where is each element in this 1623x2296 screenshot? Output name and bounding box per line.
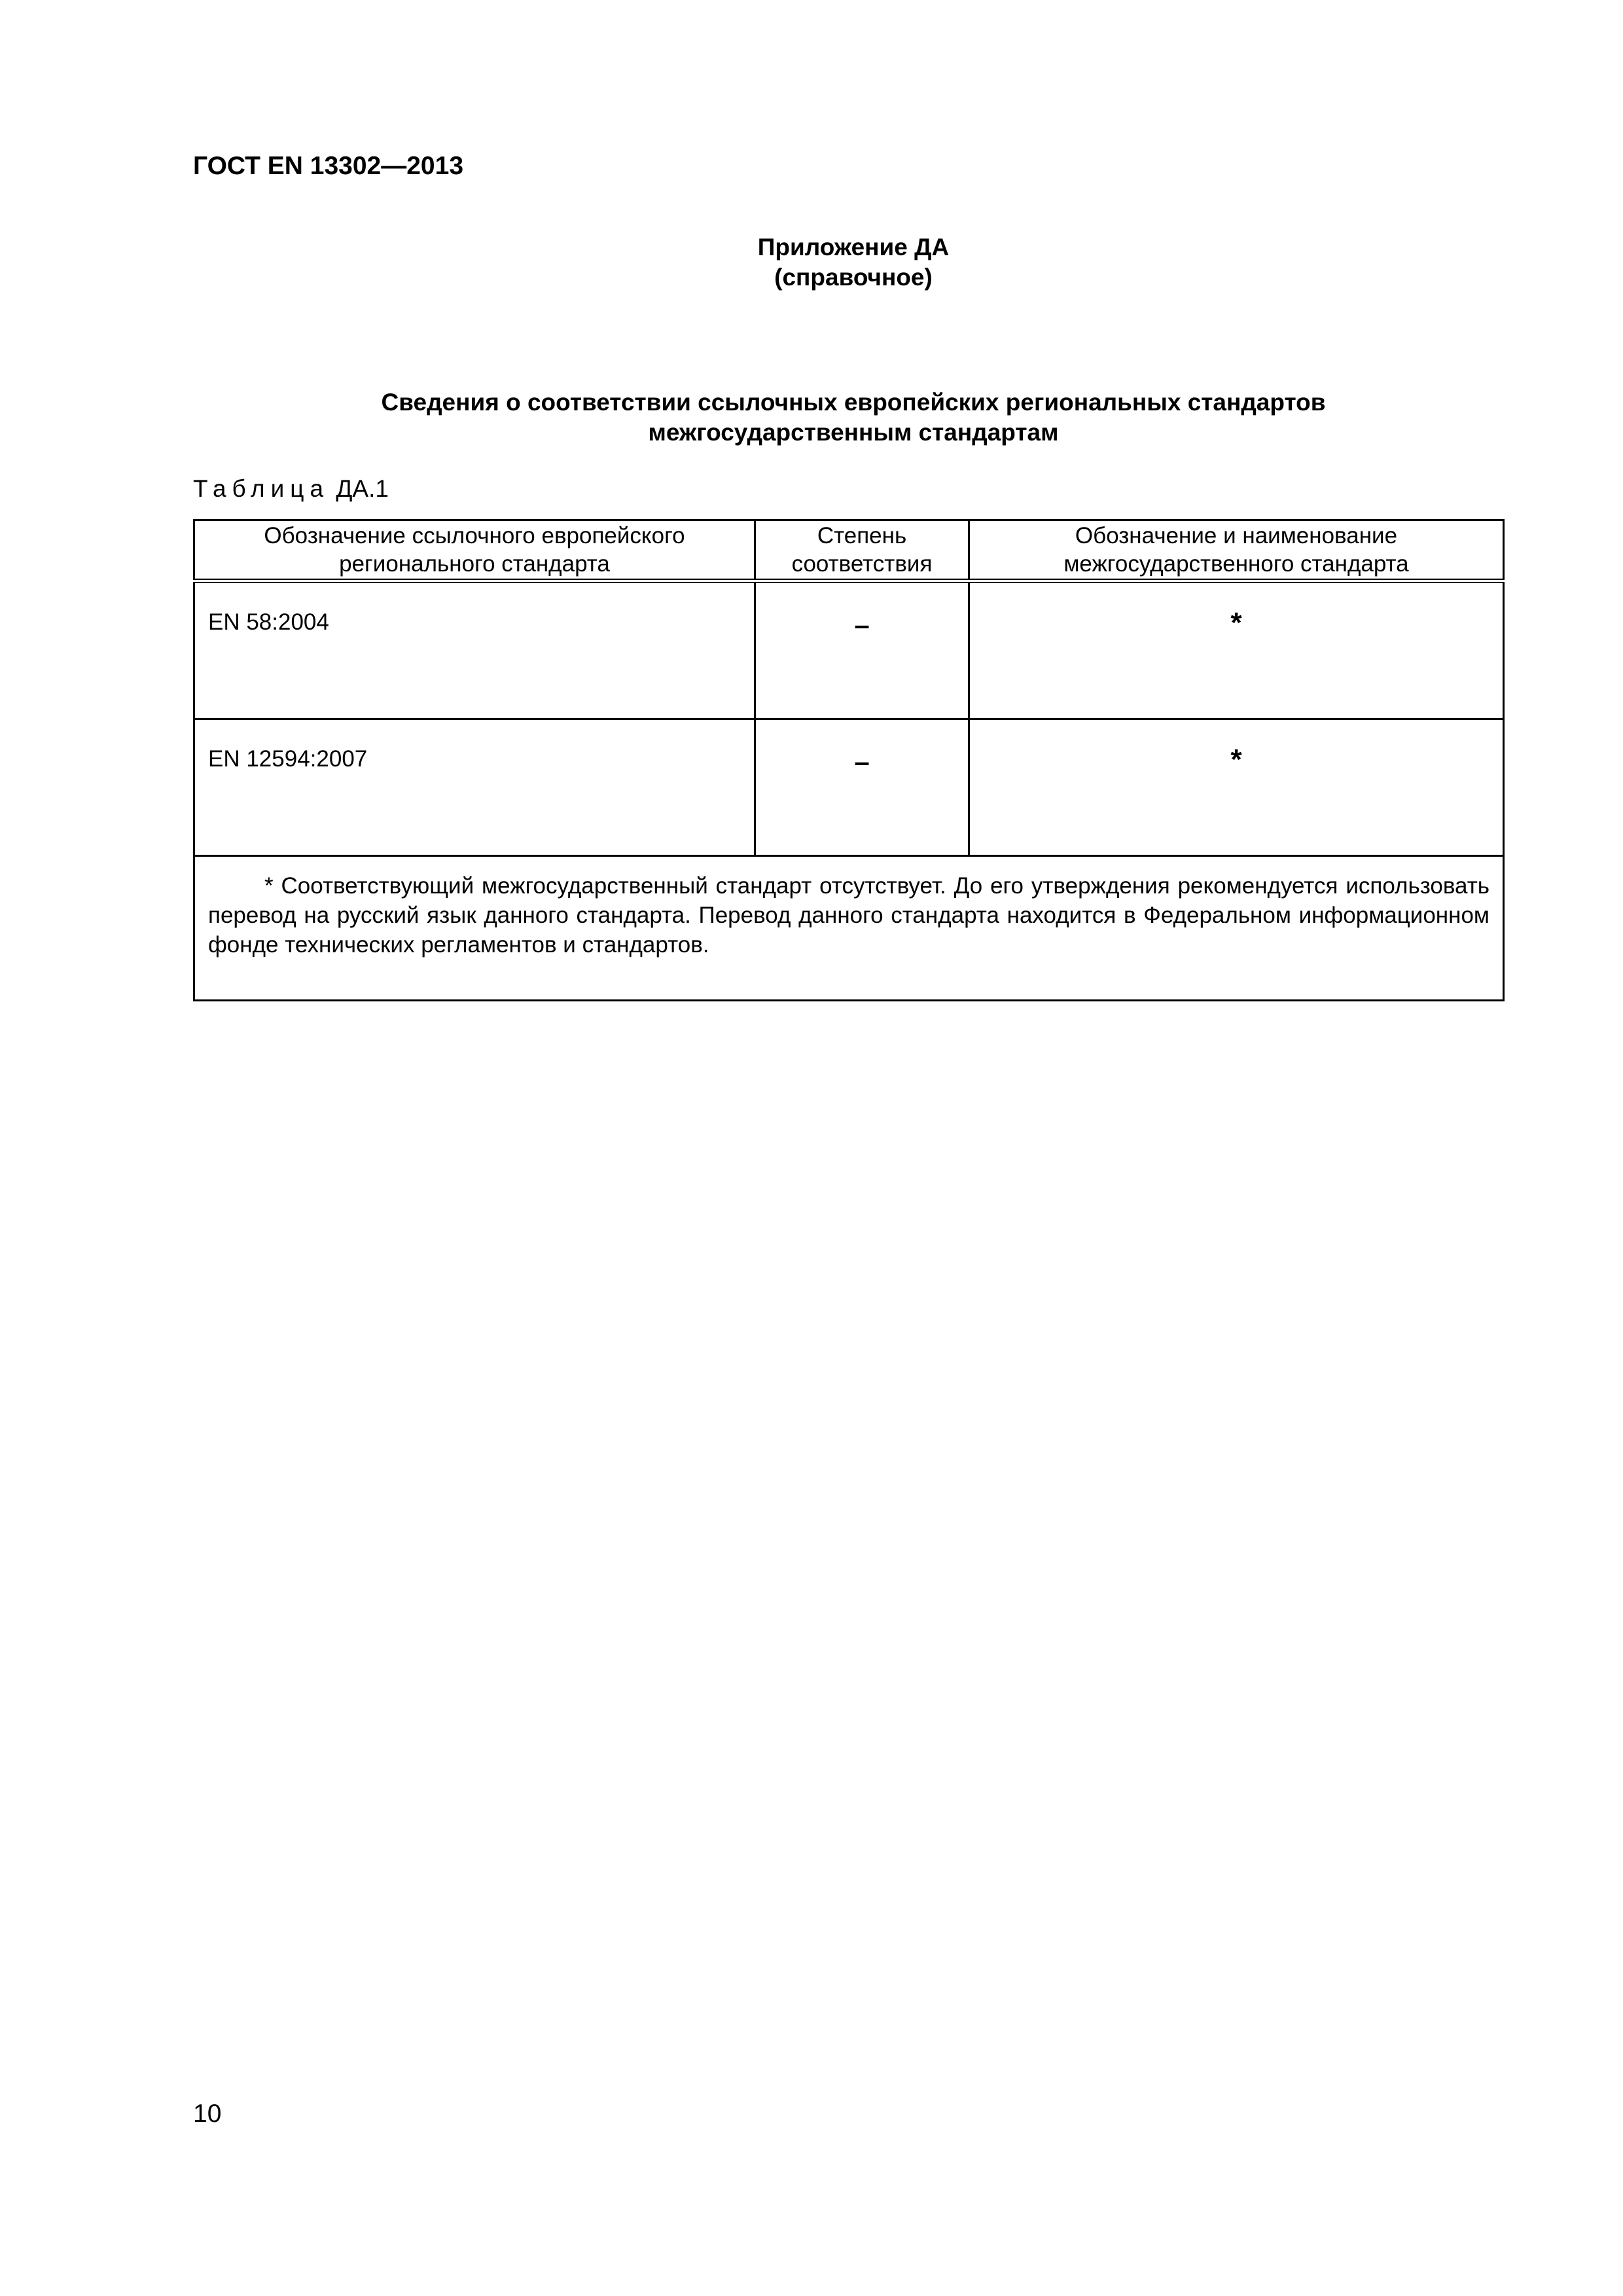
header-degree-of-correspondence: Степень соответствия: [755, 520, 969, 581]
cell-interstate-standard: *: [969, 719, 1504, 856]
table-label-word: Таблица: [193, 475, 330, 502]
section-title-line-1: Сведения о соответствии ссылочных европейских региональных стандартов: [381, 389, 1326, 416]
cell-degree: –: [755, 719, 969, 856]
cell-degree: –: [755, 581, 969, 719]
page-number: 10: [193, 2100, 222, 2128]
header-interstate-standard: Обозначение и наименование межгосударственного стандарта: [969, 520, 1504, 581]
table-label: [193, 475, 389, 503]
cell-reference-standard: EN 12594:2007: [194, 719, 755, 856]
appendix-subtitle: (справочное): [774, 264, 933, 291]
table-label-number: ДА.1: [336, 475, 389, 502]
appendix-heading: [193, 232, 1514, 293]
table-footnote-row: [194, 856, 1504, 1001]
table-footnote: * Соответствующий межгосударственный стандарт отсутствует. До его утверждения рекомендуется использовать перевод на русский язык данного стандарта. Перевод данного стандарта находится в Федеральном информационном фонде технических регламентов и стандартов.: [194, 856, 1504, 1001]
table-row: [194, 581, 1504, 719]
section-title-line-2: межгосударственным стандартам: [648, 419, 1059, 446]
table-row: [194, 719, 1504, 856]
appendix-title: Приложение ДА: [757, 234, 950, 260]
cell-interstate-standard: *: [969, 581, 1504, 719]
section-title: [193, 387, 1514, 448]
document-code: ГОСТ EN 13302—2013: [193, 152, 464, 180]
header-reference-standard: Обозначение ссылочного европейского регионального стандарта: [194, 520, 755, 581]
correspondence-table: [193, 519, 1505, 1001]
table-header-row: [194, 520, 1504, 581]
cell-reference-standard: EN 58:2004: [194, 581, 755, 719]
